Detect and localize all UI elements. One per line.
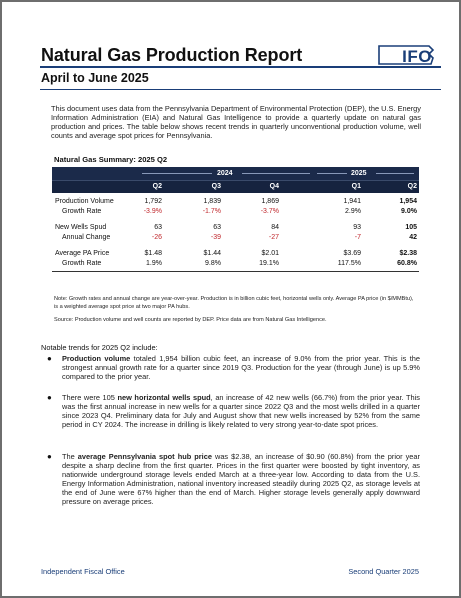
- row-label: Production Volume: [55, 198, 114, 205]
- ifo-logo-text: IFO: [402, 47, 432, 66]
- bullet-icon: ●: [47, 452, 52, 461]
- bullet-text: was $2.38, an increase of $0.90 (60.8%) from the prior year despite a sharp decline from the first quarter. Prices in the first quarter were boosted by tight inventory, as nationwide underground storage levels ended March at a three-year low. According to data from the U.S. Energy Information Administration, national inventory increased steadily during 2025 Q2, as storage levels at the end of June were 67% higher than the end of March. Higher storage levels generally apply downward pressure on average prices.: [62, 452, 420, 507]
- quarter-header: Q2: [407, 183, 417, 190]
- table-cell: -7: [354, 234, 361, 241]
- row-label: Annual Change: [62, 234, 111, 241]
- table-cell: 84: [271, 224, 279, 231]
- bullet-prefix-text: There were 105: [62, 393, 118, 402]
- table-cell: 93: [353, 224, 361, 231]
- table-cell: 1,954: [399, 198, 417, 205]
- year-2025: 2025: [351, 170, 367, 177]
- table-cell: 19.1%: [259, 260, 279, 267]
- table-cell: -39: [210, 234, 221, 241]
- table-cell: $2.01: [261, 250, 279, 257]
- bullet-prefix-text: The: [62, 452, 78, 461]
- table-row: [52, 223, 419, 233]
- table-cell: 1,941: [343, 198, 361, 205]
- table-cell: 63: [213, 224, 221, 231]
- table-cell: -1.7%: [202, 208, 221, 215]
- year-rule-left-2024: [142, 173, 212, 174]
- report-title: Natural Gas Production Report: [41, 45, 303, 65]
- table-cell: 9.8%: [205, 260, 221, 267]
- table-source: Source: Production volume and well counts are reported by DEP. Price data are from Natural Gas Intelligence.: [54, 317, 327, 323]
- trend-bullet-wells: [62, 393, 420, 429]
- trend-bullet-production: [62, 354, 420, 381]
- table-cell: 1.9%: [146, 260, 162, 267]
- table-cell: $2.38: [399, 250, 417, 257]
- year-rule-right-2025: [376, 173, 414, 174]
- table-year-header: [52, 167, 419, 180]
- table-cell: 63: [154, 224, 162, 231]
- table-row: [52, 233, 419, 243]
- row-label: Growth Rate: [62, 260, 102, 267]
- table-cell: 1,839: [203, 198, 221, 205]
- table-row: [52, 207, 419, 217]
- table-cell: 2.9%: [345, 208, 361, 215]
- table-bottom-rule: [52, 271, 419, 272]
- table-cell: 1,792: [144, 198, 162, 205]
- table-body: [52, 193, 419, 269]
- bullet-text: totaled 1,954 billion cubic feet, an increase of 9.0% from the prior year. This is the strongest annual growth rate for a quarter since 2019 Q3. Production for the year (through June) is up 5.9% compared to the prior year.: [62, 354, 420, 382]
- table-cell: 60.8%: [397, 260, 417, 267]
- table-quarter-header: [52, 180, 419, 193]
- trend-bullet-price: [62, 452, 420, 507]
- table-row: [52, 259, 419, 269]
- table-cell: 1,869: [261, 198, 279, 205]
- table-cell: 105: [405, 224, 417, 231]
- table-cell: 117.5%: [337, 260, 361, 267]
- intro-paragraph: This document uses data from the Pennsylvania Department of Environmental Protection (DEP), the U.S. Energy Information Administration (EIA) and Natural Gas Intelligence to provide a quarterly update on natural gas production and prices. The table below shows recent trends in quarterly unconventional production volume, well counts and average spot prices for Pennsylvania.: [51, 104, 421, 141]
- report-subtitle: April to June 2025: [41, 71, 149, 85]
- footer-right: Second Quarter 2025: [348, 567, 419, 576]
- bullet-bold-text: average Pennsylvania spot hub price: [77, 452, 212, 461]
- table-cell: 9.0%: [401, 208, 417, 215]
- table-cell: -26: [151, 234, 162, 241]
- table-cell: $3.69: [343, 250, 361, 257]
- table-cell: -27: [268, 234, 279, 241]
- table-row: [52, 249, 419, 259]
- year-2024: 2024: [217, 170, 233, 177]
- header-rule: [40, 66, 441, 68]
- year-rule-left-2025: [317, 173, 347, 174]
- table-cell: $1.48: [144, 250, 162, 257]
- table-cell: 42: [409, 234, 417, 241]
- quarter-header: Q4: [269, 183, 279, 190]
- quarter-header: Q2: [152, 183, 162, 190]
- report-page: [2, 2, 459, 596]
- bullet-bold-text: Production volume: [62, 354, 131, 363]
- table-title: Natural Gas Summary: 2025 Q2: [54, 155, 168, 164]
- subtitle-rule: [40, 89, 441, 90]
- row-label: Growth Rate: [62, 208, 102, 215]
- bullet-icon: ●: [47, 354, 52, 363]
- row-label: Average PA Price: [55, 250, 110, 257]
- table-row: [52, 197, 419, 207]
- table-cell: -3.9%: [143, 208, 162, 215]
- bullet-bold-text: new horizontal wells spud: [117, 393, 211, 402]
- table-cell: $1.44: [203, 250, 221, 257]
- year-rule-right-2024: [242, 173, 310, 174]
- table-cell: -3.7%: [260, 208, 279, 215]
- summary-table: [52, 167, 419, 272]
- quarter-header: Q3: [211, 183, 221, 190]
- quarter-header: Q1: [351, 183, 361, 190]
- trends-heading: Notable trends for 2025 Q2 include:: [41, 343, 158, 352]
- table-note: Note: Growth rates and annual change are year-over-year. Production is in billion cubic feet, horizontal wells only. Average PA price (in $/MMBtu), is a weighted average spot price at two major PA hubs.: [54, 296, 414, 310]
- row-label: New Wells Spud: [55, 224, 107, 231]
- bullet-text: , an increase of 42 new wells (66.7%) from the prior year. This was the first annual increase in new wells for a quarter since 2022 Q3 and the most wells drilled in a quarter since 2023 Q4. Preliminary data for July and August show that new wells increased by 52% from the same period in CY 2024. The increase in drilling is likely related to very strong year-to-date spot prices.: [62, 393, 420, 430]
- bullet-icon: ●: [47, 393, 52, 402]
- footer-left: Independent Fiscal Office: [41, 567, 125, 576]
